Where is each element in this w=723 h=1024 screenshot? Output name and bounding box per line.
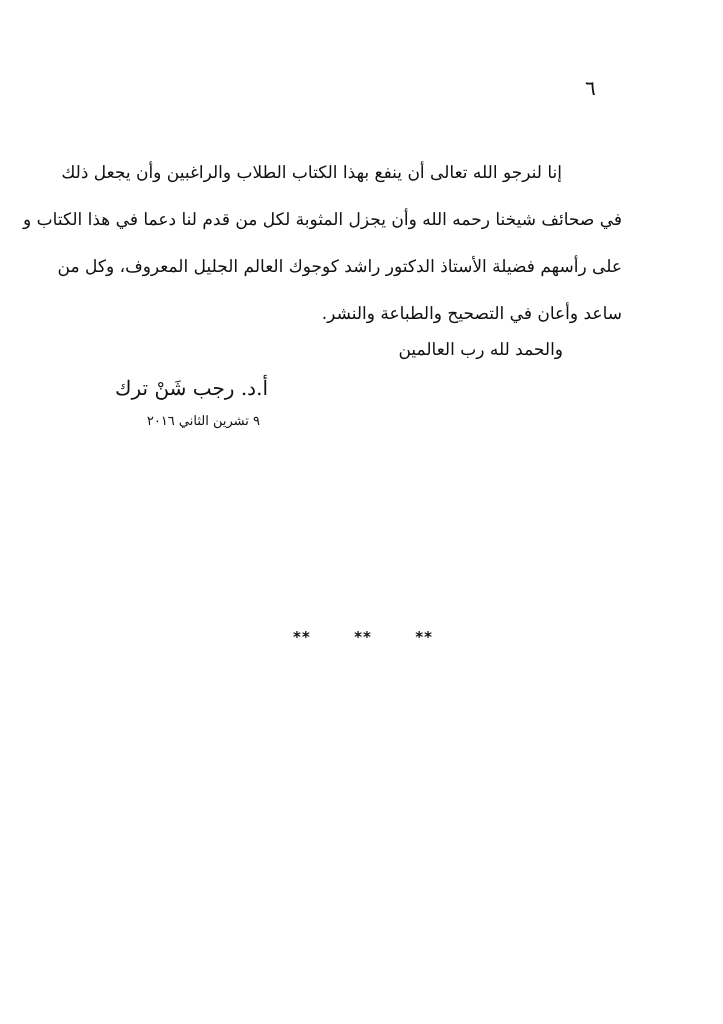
body-line: إنا لنرجو الله تعالى أن ينفع بهذا الكتاب الطلاب والراغبين وأن يجعل ذلك <box>61 163 562 183</box>
signature-name: أ.د. رجب شَنْ ترك <box>115 376 268 400</box>
separator-mark: ** <box>415 628 433 646</box>
separator-mark: ** <box>354 628 372 646</box>
separator-mark: ** <box>293 628 311 646</box>
body-paragraph <box>23 150 622 338</box>
body-line: في صحائف شيخنا رحمه الله وأن يجزل المثوبة لكل من قدم لنا دعما في هذا الكتاب و <box>23 210 622 230</box>
body-line: على رأسهم فضيلة الأستاذ الدكتور راشد كوجوك العالم الجليل المعروف، وكل من <box>57 257 622 277</box>
section-separator <box>293 628 433 646</box>
closing-praise: والحمد لله رب العالمين <box>398 340 563 360</box>
page-number: ٦ <box>585 76 596 100</box>
signature-date: ٩ تشرين الثاني ٢٠١٦ <box>146 414 260 429</box>
body-line: ساعد وأعان في التصحيح والطباعة والنشر. <box>321 304 622 324</box>
